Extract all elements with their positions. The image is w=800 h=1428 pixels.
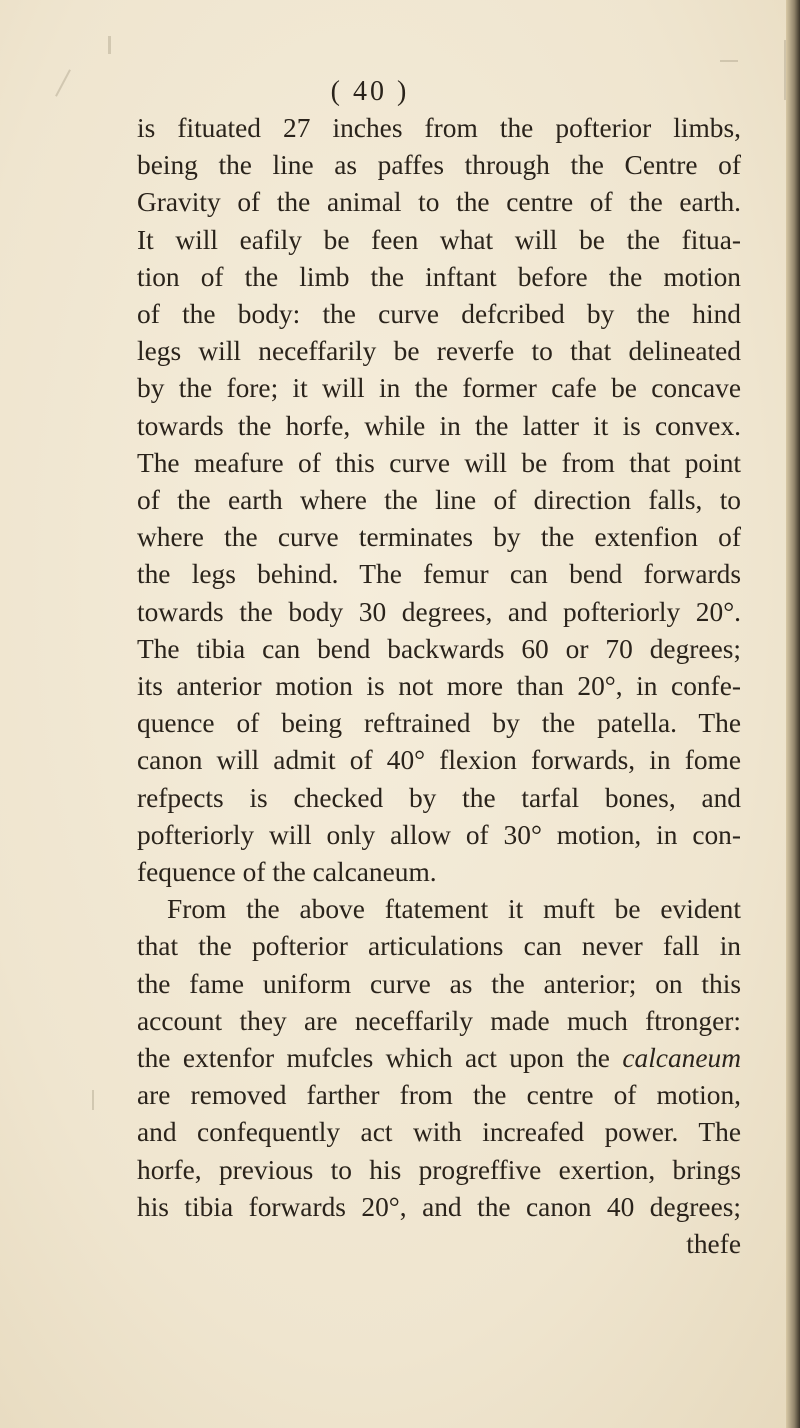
text-line: and confequently act with increafed power. The <box>137 1117 741 1148</box>
text-line: fequence of the calcaneum. <box>137 857 437 888</box>
text-line: are removed farther from the centre of motion, <box>137 1080 741 1111</box>
text-line: pofteriorly will only allow of 30° motion, in con- <box>137 819 741 850</box>
italic-word: calcaneum <box>622 1043 741 1074</box>
body-text <box>137 110 741 1263</box>
page-edge-shadow <box>786 0 800 1428</box>
text-line: by the fore; it will in the former cafe be concave <box>137 373 741 404</box>
text-line: Gravity of the animal to the centre of the earth. <box>137 187 741 218</box>
catchword: thefe <box>686 1229 741 1260</box>
text-line: The tibia can bend backwards 60 or 70 degrees; <box>137 633 741 664</box>
text-line: his tibia forwards 20°, and the canon 40 degrees; <box>137 1191 741 1222</box>
text-line: account they are neceffarily made much ftronger: <box>137 1005 741 1036</box>
text-line: canon will admit of 40° flexion forwards, in fome <box>137 745 741 776</box>
text-line: towards the horfe, while in the latter it is convex. <box>137 410 741 441</box>
text-line: of the earth where the line of direction falls, to <box>137 485 741 516</box>
paper-speck <box>108 36 111 54</box>
paper-speck <box>92 1090 94 1110</box>
text-line: quence of being reftrained by the patella. The <box>137 708 741 739</box>
page-number: ( 40 ) <box>330 76 410 107</box>
text-line: horfe, previous to his progreffive exertion, brings <box>137 1154 741 1185</box>
text-line: that the pofterior articulations can never fall in <box>137 931 741 962</box>
text-line: where the curve terminates by the extenfion of <box>137 522 741 553</box>
text-line: It will eafily be feen what will be the fitua- <box>137 224 741 255</box>
text-line: the legs behind. The femur can bend forwards <box>137 559 741 590</box>
text-line: the fame uniform curve as the anterior; on this <box>137 968 741 999</box>
text-line: refpects is checked by the tarfal bones, and <box>137 782 741 813</box>
text-line: its anterior motion is not more than 20°, in confe- <box>137 671 741 702</box>
text-line: The meafure of this curve will be from that point <box>137 447 741 478</box>
paragraph-start-line: From the above ftatement it muft be evident <box>167 894 741 925</box>
text-line: legs will neceffarily be reverfe to that delineated <box>137 336 741 367</box>
paper-speck <box>720 60 738 62</box>
text-line: of the body: the curve defcribed by the hind <box>137 299 741 330</box>
text-line: is fituated 27 inches from the pofterior limbs, <box>137 113 741 143</box>
text-line: tion of the limb the inftant before the motion <box>137 261 741 292</box>
text-line-with-italic <box>137 1040 741 1077</box>
line-text: the extenfor mufcles which act upon the <box>137 1043 623 1074</box>
text-line: being the line as paffes through the Centre of <box>137 150 741 181</box>
text-line: towards the body 30 degrees, and pofteriorly 20°. <box>137 596 741 627</box>
